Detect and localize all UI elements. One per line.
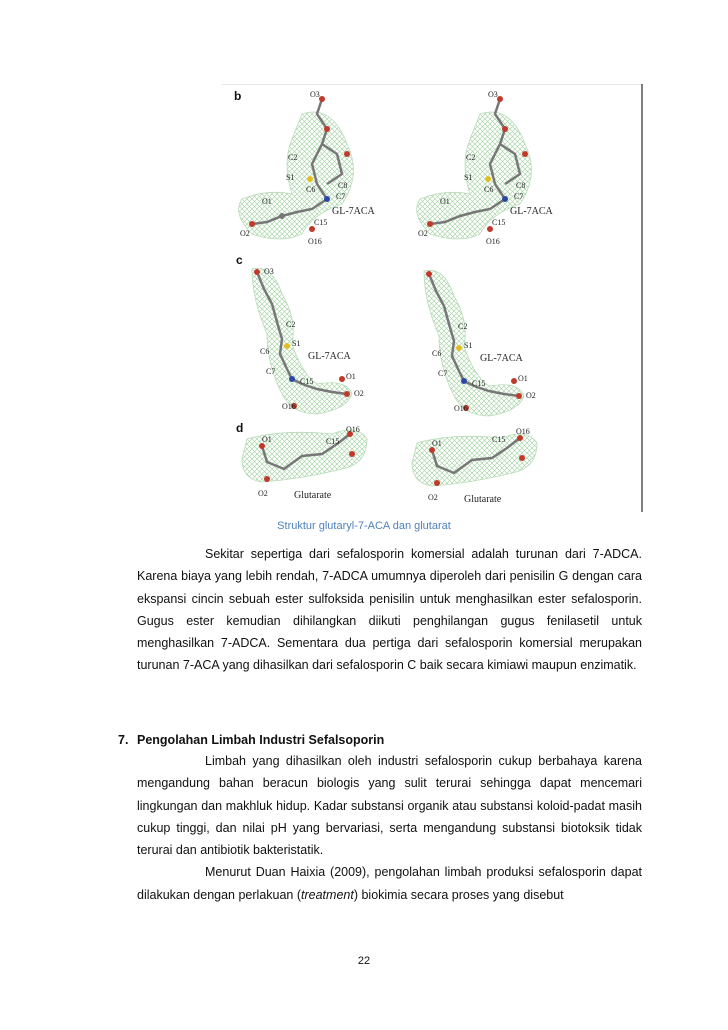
panel-c-right-molecule	[424, 270, 536, 416]
atom-oxygen	[511, 378, 517, 384]
atom-oxygen	[427, 221, 433, 227]
atom-oxygen	[339, 376, 345, 382]
atom-oxygen	[516, 393, 522, 399]
atom-label-c15: C15	[472, 379, 486, 388]
atom-label-c15: C15	[300, 377, 314, 386]
atom-oxygen	[319, 96, 325, 102]
atom-oxygen	[344, 151, 350, 157]
atom-label-o16: O16	[308, 237, 322, 246]
atom-label-c15: C15	[492, 435, 506, 444]
atom-nitrogen	[289, 376, 295, 382]
molecule-name-gl7aca: GL-7ACA	[480, 353, 523, 364]
text-run: ) biokimia secara proses yang disebut	[353, 887, 564, 902]
crystal-structure-figure	[222, 84, 643, 512]
atom-label-o2: O2	[258, 489, 268, 498]
atom-label-c8: C8	[338, 181, 348, 190]
atom-label-c2: C2	[288, 153, 298, 162]
figure-caption: Struktur glutaryl-7-ACA dan glutarat	[277, 520, 451, 532]
atom-label-o1: O1	[518, 374, 528, 383]
electron-density-mesh	[239, 112, 354, 239]
atom-label-c6: C6	[306, 185, 316, 194]
atom-label-c7: C7	[438, 369, 448, 378]
atom-sulfur	[456, 345, 462, 351]
atom-label-c2: C2	[458, 322, 468, 331]
atom-oxygen	[497, 96, 503, 102]
paragraph-ceph-derivatives	[137, 543, 642, 677]
atom-label-c15: C15	[326, 437, 340, 446]
molecule-name-gl7aca: GL-7ACA	[308, 351, 351, 362]
panel-label-b: b	[234, 89, 242, 103]
atom-label-o3: O3	[264, 267, 274, 276]
atom-oxygen	[519, 455, 525, 461]
atom-oxygen	[522, 151, 528, 157]
atom-sulfur	[284, 343, 290, 349]
molecule-name-glutarate: Glutarate	[464, 494, 502, 505]
atom-label-o1: O1	[432, 439, 442, 448]
atom-label-o2: O2	[428, 493, 438, 502]
atom-label-o1: O1	[262, 197, 272, 206]
atom-label-o3: O3	[310, 90, 320, 99]
atom-label-c7: C7	[336, 192, 346, 201]
section-number: 7.	[118, 733, 129, 747]
atom-label-s1: S1	[464, 341, 473, 350]
molecule-name-gl7aca: GL-7ACA	[332, 206, 375, 217]
panel-b-right-molecule	[417, 90, 554, 246]
atom-label-o2: O2	[354, 389, 364, 398]
atom-label-c2: C2	[286, 320, 296, 329]
atom-label-c7: C7	[514, 192, 524, 201]
paragraph-text: Sekitar sepertiga dari sefalosporin komersial adalah turunan dari 7-ADCA. Karena biaya yang lebih rendah, 7-ADCA umumnya diperoleh dari penisilin G dengan cara ekspansi cincin sebuah ester sulfoksida penisilin untuk menghasilkan ester sefalosporin. Gugus ester kemudian dihilangkan diikuti penghilangan gugus fenilasetil untuk menghasilkan 7-ADCA. Sementara dua pertiga dari sefalosporin komersial merupakan turunan 7-ACA yang dihasilkan dari sefalosporin C baik secara kimiawi maupun enzimatik.	[137, 547, 642, 673]
panel-c-left-molecule	[252, 267, 364, 414]
atom-label-s1: S1	[286, 173, 295, 182]
atom-label-c15: C15	[492, 218, 506, 227]
electron-density-mesh	[417, 112, 532, 239]
atom-label-c6: C6	[484, 185, 494, 194]
atom-label-o16: O16	[486, 237, 500, 246]
atom-sulfur	[485, 176, 491, 182]
paragraph-waste	[137, 750, 642, 906]
panel-d-right-glutarate	[412, 427, 537, 505]
atom-label-o2: O2	[526, 391, 536, 400]
atom-label-s1: S1	[292, 339, 301, 348]
text-run: Menurut Duan Haixia (2009), pengolahan limbah produksi sefalosporin dapat dilakukan dengan perlakuan (	[137, 865, 642, 902]
atom-label-c6: C6	[260, 347, 270, 356]
atom-label-o3: O3	[488, 90, 498, 99]
page-number: 22	[357, 955, 371, 967]
atom-label-o1: O1	[440, 197, 450, 206]
atom-oxygen	[324, 126, 330, 132]
atom-label-o16: O16	[516, 427, 530, 436]
atom-oxygen	[434, 480, 440, 486]
atom-label-c7: C7	[266, 367, 276, 376]
atom-label-o1: O1	[262, 435, 272, 444]
atom-nitrogen	[502, 196, 508, 202]
atom-sulfur	[307, 176, 313, 182]
atom-label-o2: O2	[240, 229, 250, 238]
atom-label-o16: O16	[454, 404, 468, 413]
atom-oxygen	[344, 391, 350, 397]
atom-label-c2: C2	[466, 153, 476, 162]
atom-oxygen	[426, 271, 432, 277]
atom-label-c15: C15	[314, 218, 328, 227]
panel-label-c: c	[236, 253, 243, 267]
atom-label-o1: O1	[346, 372, 356, 381]
atom-carbon	[279, 213, 285, 219]
atom-oxygen	[502, 126, 508, 132]
panel-b-left-molecule	[239, 90, 376, 246]
molecule-name-gl7aca: GL-7ACA	[510, 206, 553, 217]
atom-label-o16: O16	[282, 402, 296, 411]
panel-d-left-glutarate	[242, 425, 367, 501]
atom-label-c8: C8	[516, 181, 526, 190]
atom-oxygen	[249, 221, 255, 227]
atom-oxygen	[264, 476, 270, 482]
atom-label-o16: O16	[346, 425, 360, 434]
atom-nitrogen	[324, 196, 330, 202]
atom-label-c6: C6	[432, 349, 442, 358]
section-title: Pengolahan Limbah Industri Sefalsoporin	[137, 733, 385, 747]
paragraph-text-duan	[137, 861, 642, 906]
panel-label-d: d	[236, 421, 244, 435]
figure-svg	[222, 84, 643, 512]
molecule-name-glutarate: Glutarate	[294, 490, 332, 501]
paragraph-text: Limbah yang dihasilkan oleh industri sefalosporin cukup berbahaya karena mengandung bahan beracun biologis yang sulit terurai sehingga dapat mencemari lingkungan dan makhluk hidup. Kadar substansi organik atau substansi koloid-padat masih cukup tinggi, dan nilai pH yang bervariasi, serta mengandung substansi biotoksik tidak terurai dan antibiotik bakteristatik.	[137, 754, 642, 858]
section-heading	[118, 733, 384, 747]
atom-nitrogen	[461, 378, 467, 384]
atom-label-o2: O2	[418, 229, 428, 238]
atom-oxygen	[254, 269, 260, 275]
atom-oxygen	[349, 451, 355, 457]
italic-term: treatment	[301, 887, 354, 902]
atom-label-s1: S1	[464, 173, 473, 182]
